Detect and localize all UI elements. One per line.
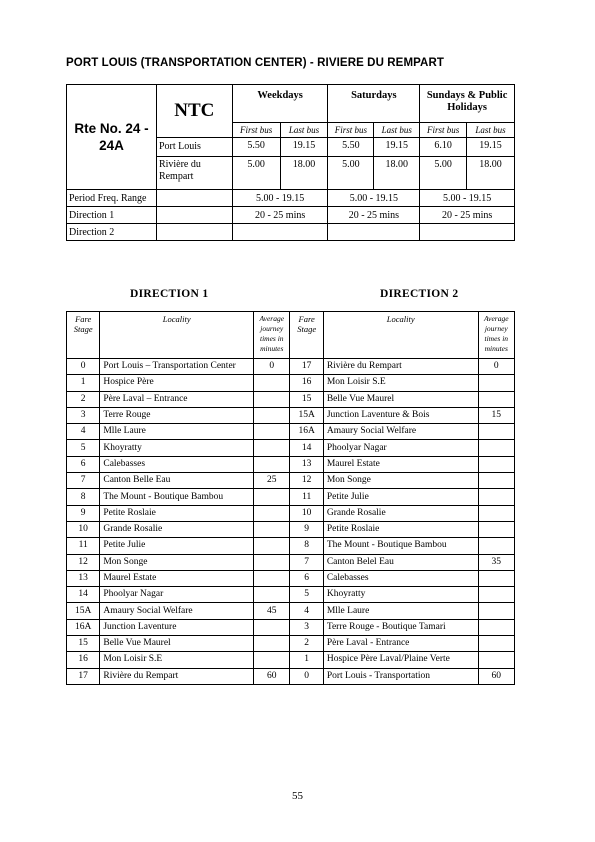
locality-cell: Phoolyar Nagar: [100, 587, 254, 603]
locality-cell: Hospice Père Laval/Plaine Verte: [323, 652, 478, 668]
table-row: [67, 375, 515, 391]
locality-cell: Calebasses: [100, 456, 254, 472]
locality-cell: Terre Rouge: [100, 407, 254, 423]
table-row: [67, 636, 515, 652]
page-title: PORT LOUIS (TRANSPORTATION CENTER) - RIVIERE DU REMPART: [66, 57, 444, 69]
locality-cell: Petite Roslaie: [323, 521, 478, 537]
empty-cell: [232, 224, 328, 241]
table-row: [67, 391, 515, 407]
locality-cell: Belle Vue Maurel: [323, 391, 478, 407]
freq-saturdays: 5.00 - 19.15: [328, 190, 420, 207]
avg-time-cell: [254, 375, 290, 391]
table-row: [67, 489, 515, 505]
fare-stage-cell: 5: [67, 440, 100, 456]
locality-cell: Mon Songe: [323, 473, 478, 489]
dir1-weekdays: 20 - 25 mins: [232, 207, 328, 224]
fare-stage-cell: 6: [67, 456, 100, 472]
period-weekdays: Weekdays: [232, 85, 328, 123]
avg-time-header: Average journey times in minutes: [478, 312, 514, 359]
locality-cell: Port Louis – Transportation Center: [100, 359, 254, 375]
fare-stage-cell: 9: [290, 521, 323, 537]
time-cell: 18.00: [374, 157, 420, 190]
fare-stage-cell: 16A: [290, 424, 323, 440]
fare-stage-cell: 12: [67, 554, 100, 570]
avg-time-cell: [254, 391, 290, 407]
empty-cell: [156, 224, 232, 241]
empty-cell: [328, 224, 420, 241]
avg-time-cell: 25: [254, 473, 290, 489]
avg-time-cell: [478, 570, 514, 586]
avg-time-cell: 60: [478, 668, 514, 684]
avg-time-cell: [478, 456, 514, 472]
avg-time-cell: 35: [478, 554, 514, 570]
time-cell: 5.00: [328, 157, 374, 190]
locality-cell: Mon Songe: [100, 554, 254, 570]
dir1-saturdays: 20 - 25 mins: [328, 207, 420, 224]
locality-cell: Calebasses: [323, 570, 478, 586]
locality-cell: Grande Rosalie: [323, 505, 478, 521]
fare-stage-cell: 10: [67, 521, 100, 537]
locality-cell: Mon Loisir S.E: [100, 652, 254, 668]
fare-stage-cell: 4: [290, 603, 323, 619]
avg-time-cell: [478, 587, 514, 603]
locality-cell: Port Louis - Transportation: [323, 668, 478, 684]
locality-cell: Khoyratty: [323, 587, 478, 603]
freq-sundays: 5.00 - 19.15: [420, 190, 515, 207]
avg-time-cell: [254, 538, 290, 554]
avg-time-cell: [254, 554, 290, 570]
place-riviere-du-rempart: Rivière du Rempart: [156, 157, 232, 190]
locality-cell: Père Laval - Entrance: [323, 636, 478, 652]
avg-time-cell: [478, 391, 514, 407]
table-row: [67, 424, 515, 440]
first-bus-label: First bus: [420, 123, 467, 138]
fare-stage-cell: 14: [290, 440, 323, 456]
fare-stage-cell: 15: [67, 636, 100, 652]
avg-time-cell: [254, 407, 290, 423]
fare-stage-cell: 1: [290, 652, 323, 668]
time-cell: 5.50: [328, 138, 374, 157]
time-cell: 18.00: [280, 157, 328, 190]
fare-stage-cell: 15A: [67, 603, 100, 619]
fare-stage-cell: 10: [290, 505, 323, 521]
avg-time-cell: [478, 521, 514, 537]
avg-time-cell: 15: [478, 407, 514, 423]
locality-cell: Mlle Laure: [323, 603, 478, 619]
locality-header: Locality: [323, 312, 478, 359]
page-number: 55: [292, 790, 303, 802]
fare-stage-cell: 4: [67, 424, 100, 440]
table-row: [67, 587, 515, 603]
fare-stage-cell: 0: [290, 668, 323, 684]
locality-cell: Terre Rouge - Boutique Tamari: [323, 619, 478, 635]
fare-stage-cell: 16A: [67, 619, 100, 635]
first-bus-label: First bus: [232, 123, 280, 138]
freq-weekdays: 5.00 - 19.15: [232, 190, 328, 207]
fare-stage-cell: 6: [290, 570, 323, 586]
avg-time-cell: [254, 652, 290, 668]
fare-stage-cell: 15: [290, 391, 323, 407]
fare-stage-cell: 8: [290, 538, 323, 554]
avg-time-cell: 0: [254, 359, 290, 375]
fare-stage-cell: 2: [67, 391, 100, 407]
locality-cell: Rivière du Rempart: [323, 359, 478, 375]
empty-cell: [156, 207, 232, 224]
last-bus-label: Last bus: [467, 123, 515, 138]
locality-cell: The Mount - Boutique Bambou: [323, 538, 478, 554]
locality-cell: Amaury Social Welfare: [100, 603, 254, 619]
period-sundays: Sundays & Public Holidays: [420, 85, 515, 123]
avg-time-cell: [254, 505, 290, 521]
time-cell: 19.15: [374, 138, 420, 157]
avg-time-cell: [478, 652, 514, 668]
fare-stage-cell: 3: [290, 619, 323, 635]
fare-stage-cell: 7: [67, 473, 100, 489]
fare-stage-cell: 11: [67, 538, 100, 554]
avg-time-cell: [254, 424, 290, 440]
fare-stage-cell: 14: [67, 587, 100, 603]
schedule-table: [66, 84, 515, 241]
table-row: [67, 538, 515, 554]
last-bus-label: Last bus: [280, 123, 328, 138]
avg-time-cell: 60: [254, 668, 290, 684]
fare-stage-cell: 12: [290, 473, 323, 489]
fare-stage-cell: 1: [67, 375, 100, 391]
locality-cell: Grande Rosalie: [100, 521, 254, 537]
table-row: [67, 473, 515, 489]
fare-stage-cell: 7: [290, 554, 323, 570]
avg-time-cell: [478, 473, 514, 489]
route-number: Rte No. 24 - 24A: [67, 85, 157, 190]
avg-time-cell: [478, 440, 514, 456]
fare-stage-cell: 13: [290, 456, 323, 472]
locality-cell: Khoyratty: [100, 440, 254, 456]
avg-time-cell: [478, 603, 514, 619]
fare-stage-header: Fare Stage: [290, 312, 323, 359]
direction2-heading: DIRECTION 2: [380, 288, 459, 300]
avg-time-cell: [478, 489, 514, 505]
time-cell: 5.00: [420, 157, 467, 190]
fare-stage-rows: [67, 359, 515, 685]
fare-stage-cell: 15A: [290, 407, 323, 423]
direction2-label: Direction 2: [67, 224, 157, 241]
table-row: [67, 521, 515, 537]
fare-stage-cell: 5: [290, 587, 323, 603]
table-row: [67, 554, 515, 570]
fare-stage-cell: 13: [67, 570, 100, 586]
avg-time-cell: [254, 521, 290, 537]
fare-stage-cell: 3: [67, 407, 100, 423]
table-row: [67, 668, 515, 684]
locality-cell: Mon Loisir S.E: [323, 375, 478, 391]
avg-time-header: Average journey times in minutes: [254, 312, 290, 359]
locality-cell: Amaury Social Welfare: [323, 424, 478, 440]
locality-cell: The Mount - Boutique Bambou: [100, 489, 254, 505]
locality-cell: Phoolyar Nagar: [323, 440, 478, 456]
first-bus-label: First bus: [328, 123, 374, 138]
avg-time-cell: [478, 538, 514, 554]
avg-time-cell: [254, 570, 290, 586]
freq-range-label: Period Freq. Range: [67, 190, 157, 207]
table-row: [67, 456, 515, 472]
fare-stage-cell: 0: [67, 359, 100, 375]
direction1-label: Direction 1: [67, 207, 157, 224]
time-cell: 19.15: [280, 138, 328, 157]
locality-cell: Canton Belle Eau: [100, 473, 254, 489]
table-row: [67, 359, 515, 375]
locality-cell: Maurel Estate: [323, 456, 478, 472]
fare-stage-cell: 16: [67, 652, 100, 668]
avg-time-cell: [478, 505, 514, 521]
avg-time-cell: [254, 456, 290, 472]
table-row: [67, 619, 515, 635]
avg-time-cell: [478, 619, 514, 635]
table-row: [67, 603, 515, 619]
table-row: [67, 652, 515, 668]
fare-stage-cell: 17: [67, 668, 100, 684]
locality-cell: Canton Belel Eau: [323, 554, 478, 570]
avg-time-cell: 45: [254, 603, 290, 619]
time-cell: 18.00: [467, 157, 515, 190]
locality-cell: Rivière du Rempart: [100, 668, 254, 684]
time-cell: 19.15: [467, 138, 515, 157]
avg-time-cell: [254, 619, 290, 635]
empty-cell: [420, 224, 515, 241]
avg-time-cell: [478, 424, 514, 440]
place-port-louis: Port Louis: [156, 138, 232, 157]
last-bus-label: Last bus: [374, 123, 420, 138]
table-row: [67, 505, 515, 521]
fare-stage-cell: 2: [290, 636, 323, 652]
locality-cell: Junction Laventure: [100, 619, 254, 635]
fare-stage-cell: 9: [67, 505, 100, 521]
locality-cell: Père Laval – Entrance: [100, 391, 254, 407]
locality-header: Locality: [100, 312, 254, 359]
avg-time-cell: [478, 375, 514, 391]
avg-time-cell: [254, 440, 290, 456]
avg-time-cell: [254, 489, 290, 505]
locality-cell: Belle Vue Maurel: [100, 636, 254, 652]
table-row: [67, 407, 515, 423]
locality-cell: Maurel Estate: [100, 570, 254, 586]
avg-time-cell: [478, 636, 514, 652]
fare-stage-cell: 11: [290, 489, 323, 505]
time-cell: 6.10: [420, 138, 467, 157]
fare-stage-cell: 16: [290, 375, 323, 391]
locality-cell: Junction Laventure & Bois: [323, 407, 478, 423]
fare-stage-cell: 17: [290, 359, 323, 375]
fare-stage-header: Fare Stage: [67, 312, 100, 359]
operator-name: NTC: [156, 85, 232, 138]
time-cell: 5.00: [232, 157, 280, 190]
dir1-sundays: 20 - 25 mins: [420, 207, 515, 224]
avg-time-cell: 0: [478, 359, 514, 375]
fare-stage-table: [66, 311, 515, 685]
locality-cell: Petite Julie: [100, 538, 254, 554]
table-row: [67, 570, 515, 586]
locality-cell: Petite Julie: [323, 489, 478, 505]
locality-cell: Petite Roslaie: [100, 505, 254, 521]
locality-cell: Mlle Laure: [100, 424, 254, 440]
fare-stage-cell: 8: [67, 489, 100, 505]
time-cell: 5.50: [232, 138, 280, 157]
table-row: [67, 440, 515, 456]
direction1-heading: DIRECTION 1: [130, 288, 209, 300]
locality-cell: Hospice Père: [100, 375, 254, 391]
empty-cell: [156, 190, 232, 207]
avg-time-cell: [254, 636, 290, 652]
avg-time-cell: [254, 587, 290, 603]
period-saturdays: Saturdays: [328, 85, 420, 123]
